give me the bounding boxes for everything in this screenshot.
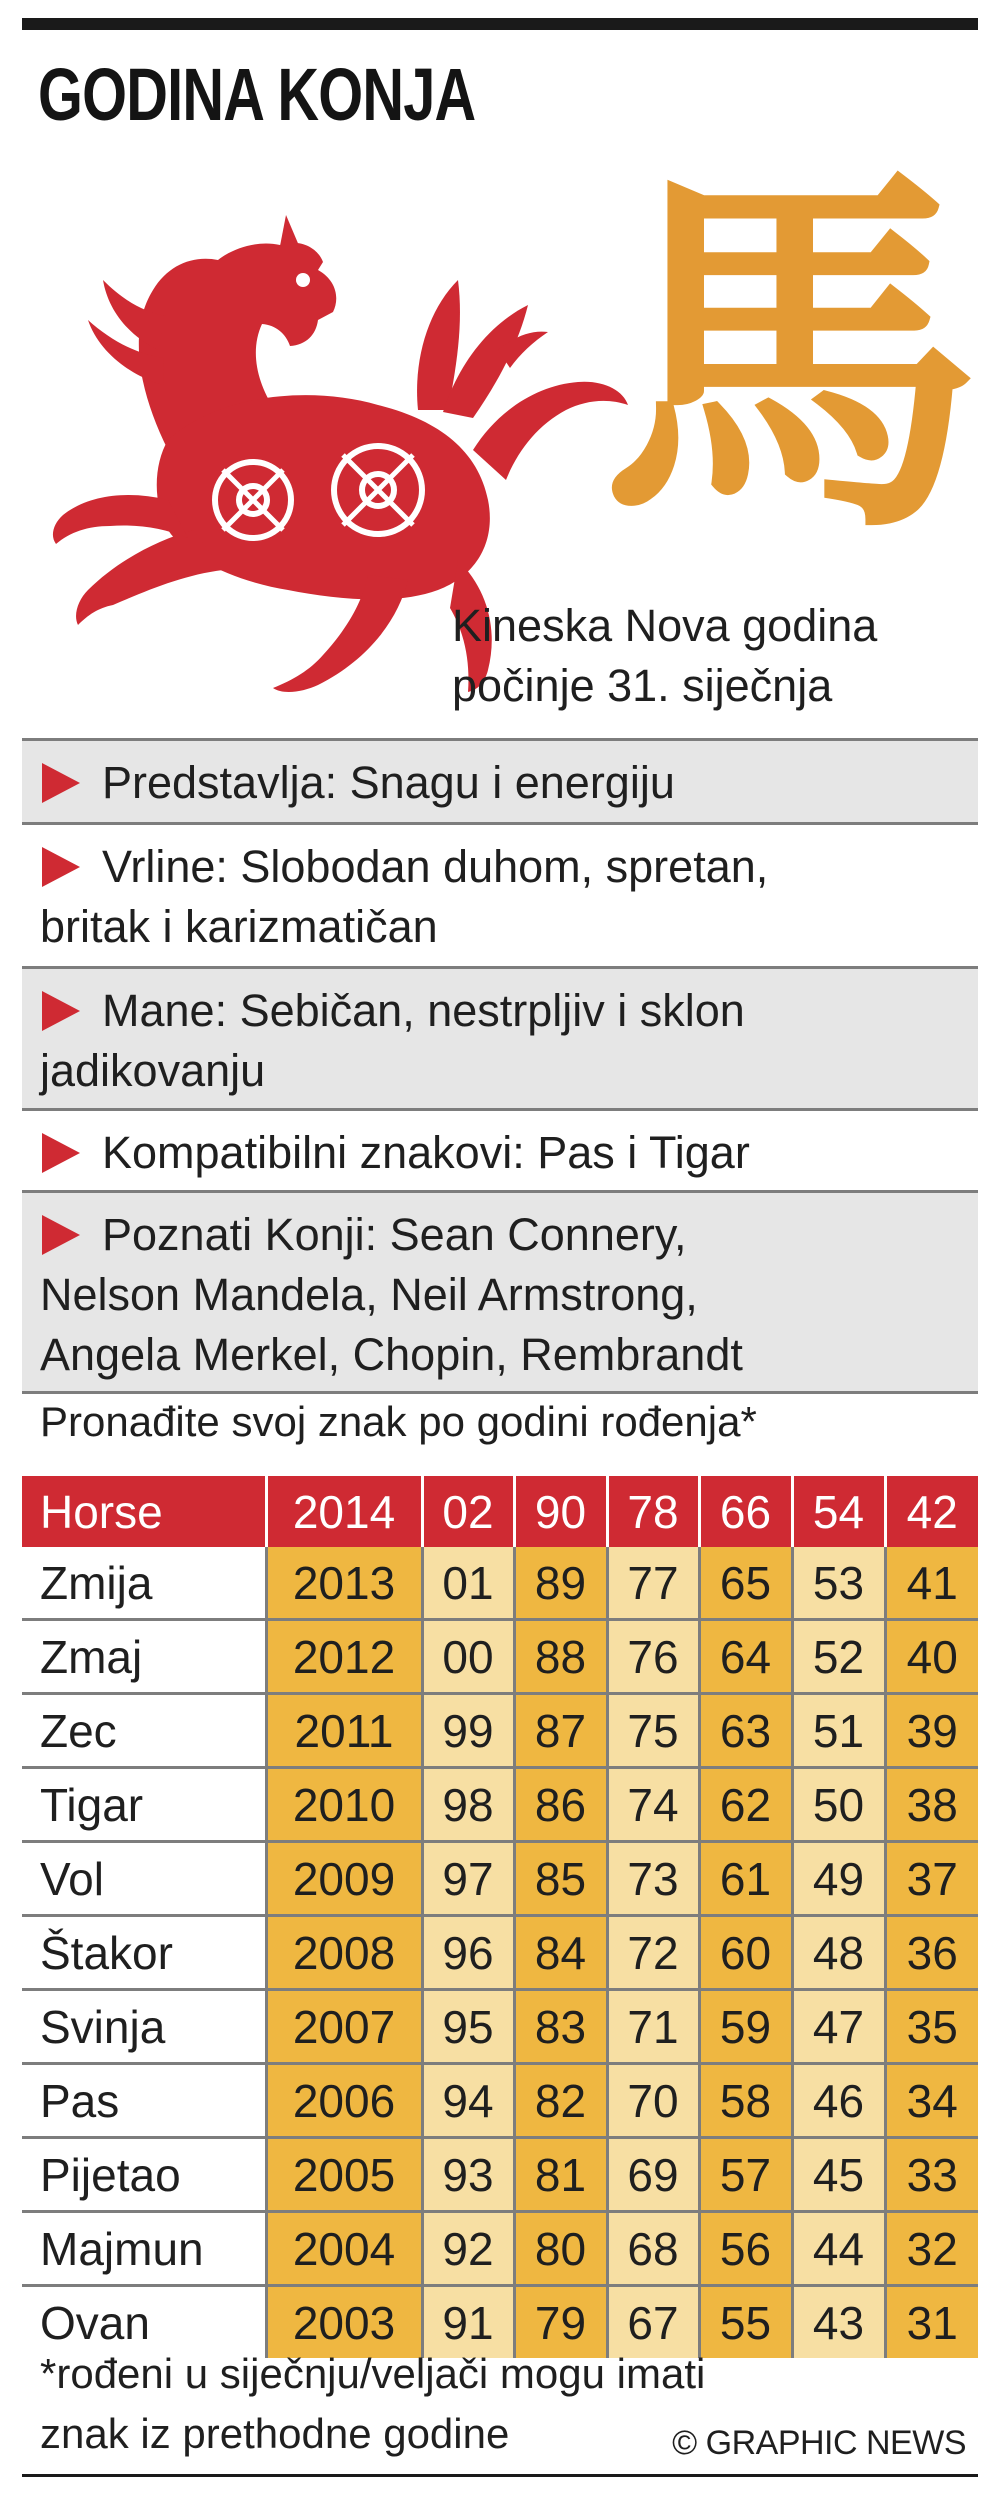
fact-virtues: [22, 822, 978, 966]
year-cell: 93: [422, 2138, 514, 2212]
year-cell: 86: [514, 1768, 607, 1842]
year-cell: 67: [607, 2286, 699, 2359]
year-cell: 46: [792, 2064, 885, 2138]
year-cell: 96: [422, 1916, 514, 1990]
year-cell: 2004: [266, 2212, 422, 2286]
year-cell: 68: [607, 2212, 699, 2286]
year-cell: 33: [885, 2138, 978, 2212]
year-cell: 80: [514, 2212, 607, 2286]
sign-name-cell: Štakor: [22, 1916, 266, 1990]
year-cell: 2009: [266, 1842, 422, 1916]
column-header: Horse: [22, 1476, 266, 1547]
year-cell: 98: [422, 1768, 514, 1842]
year-cell: 97: [422, 1842, 514, 1916]
year-cell: 36: [885, 1916, 978, 1990]
year-cell: 95: [422, 1990, 514, 2064]
top-rule: [22, 18, 978, 30]
year-cell: 88: [514, 1620, 607, 1694]
year-cell: 79: [514, 2286, 607, 2359]
year-cell: 52: [792, 1620, 885, 1694]
triangle-arrow-icon: [40, 1213, 82, 1257]
table-row: [22, 2138, 978, 2212]
year-cell: 34: [885, 2064, 978, 2138]
year-cell: 82: [514, 2064, 607, 2138]
year-cell: 32: [885, 2212, 978, 2286]
year-cell: 59: [699, 1990, 792, 2064]
table-row: [22, 2212, 978, 2286]
sign-name-cell: Zec: [22, 1694, 266, 1768]
triangle-arrow-icon: [40, 1131, 82, 1175]
fact-text: Vrline: Slobodan duhom, spretan, britak i karizmatičan: [40, 841, 769, 952]
table-row: [22, 1547, 978, 1620]
table-row: [22, 1842, 978, 1916]
year-cell: 01: [422, 1547, 514, 1620]
year-cell: 56: [699, 2212, 792, 2286]
page-title: GODINA KONJA: [38, 53, 476, 136]
year-cell: 39: [885, 1694, 978, 1768]
year-cell: 92: [422, 2212, 514, 2286]
table-header-row: [22, 1476, 978, 1547]
column-header: 78: [607, 1476, 699, 1547]
year-cell: 2007: [266, 1990, 422, 2064]
table-row: [22, 1916, 978, 1990]
year-cell: 70: [607, 2064, 699, 2138]
footnote: *rođeni u siječnju/veljači mogu imati znak iz prethodne godine: [40, 2350, 706, 2457]
sign-name-cell: Ovan: [22, 2286, 266, 2359]
fact-famous: [22, 1190, 978, 1394]
year-cell: 47: [792, 1990, 885, 2064]
year-cell: 2011: [266, 1694, 422, 1768]
fact-represents: [22, 738, 978, 822]
table-row: [22, 2064, 978, 2138]
sign-name-cell: Tigar: [22, 1768, 266, 1842]
year-cell: 91: [422, 2286, 514, 2359]
year-cell: 2005: [266, 2138, 422, 2212]
sign-name-cell: Svinja: [22, 1990, 266, 2064]
column-header: 66: [699, 1476, 792, 1547]
year-cell: 40: [885, 1620, 978, 1694]
year-cell: 58: [699, 2064, 792, 2138]
subtitle: Kineska Nova godina počinje 31. siječnja: [452, 600, 878, 711]
year-cell: 2008: [266, 1916, 422, 1990]
year-cell: 83: [514, 1990, 607, 2064]
year-cell: 2003: [266, 2286, 422, 2359]
fact-text: Mane: Sebičan, nestrpljiv i sklon jadikovanju: [40, 985, 745, 1096]
year-cell: 87: [514, 1694, 607, 1768]
table-row: [22, 1694, 978, 1768]
year-cell: 55: [699, 2286, 792, 2359]
bottom-rule: [22, 2474, 978, 2477]
fact-text: Kompatibilni znakovi: Pas i Tigar: [102, 1127, 750, 1178]
year-cell: 57: [699, 2138, 792, 2212]
year-cell: 76: [607, 1620, 699, 1694]
year-cell: 00: [422, 1620, 514, 1694]
sign-name-cell: Pijetao: [22, 2138, 266, 2212]
year-cell: 73: [607, 1842, 699, 1916]
year-cell: 51: [792, 1694, 885, 1768]
year-cell: 69: [607, 2138, 699, 2212]
triangle-arrow-icon: [40, 845, 82, 889]
fact-flaws: [22, 966, 978, 1108]
horse-character-calligraphy: [590, 120, 990, 560]
column-header: 42: [885, 1476, 978, 1547]
year-cell: 64: [699, 1620, 792, 1694]
year-cell: 2013: [266, 1547, 422, 1620]
year-cell: 61: [699, 1842, 792, 1916]
year-cell: 74: [607, 1768, 699, 1842]
year-cell: 45: [792, 2138, 885, 2212]
year-cell: 62: [699, 1768, 792, 1842]
table-caption: Pronađite svoj znak po godini rođenja*: [40, 1398, 757, 1445]
year-cell: 63: [699, 1694, 792, 1768]
year-cell: 49: [792, 1842, 885, 1916]
year-cell: 85: [514, 1842, 607, 1916]
column-header: 54: [792, 1476, 885, 1547]
year-cell: 89: [514, 1547, 607, 1620]
year-cell: 94: [422, 2064, 514, 2138]
year-cell: 72: [607, 1916, 699, 1990]
table-row: [22, 1990, 978, 2064]
year-cell: 65: [699, 1547, 792, 1620]
year-cell: 48: [792, 1916, 885, 1990]
svg-text:馬: 馬: [600, 133, 980, 560]
sign-name-cell: Majmun: [22, 2212, 266, 2286]
year-cell: 43: [792, 2286, 885, 2359]
table-body: [22, 1547, 978, 2358]
column-header: 02: [422, 1476, 514, 1547]
fact-text: Predstavlja: Snagu i energiju: [102, 757, 675, 808]
sign-name-cell: Vol: [22, 1842, 266, 1916]
year-cell: 37: [885, 1842, 978, 1916]
fact-compatible: [22, 1108, 978, 1190]
year-cell: 84: [514, 1916, 607, 1990]
column-header: 90: [514, 1476, 607, 1547]
year-cell: 38: [885, 1768, 978, 1842]
year-cell: 2006: [266, 2064, 422, 2138]
year-cell: 75: [607, 1694, 699, 1768]
sign-name-cell: Zmija: [22, 1547, 266, 1620]
year-cell: 77: [607, 1547, 699, 1620]
year-cell: 2012: [266, 1620, 422, 1694]
credit: © GRAPHIC NEWS: [672, 2424, 966, 2462]
year-cell: 35: [885, 1990, 978, 2064]
sign-name-cell: Pas: [22, 2064, 266, 2138]
year-cell: 31: [885, 2286, 978, 2359]
year-cell: 50: [792, 1768, 885, 1842]
year-cell: 53: [792, 1547, 885, 1620]
column-header: 2014: [266, 1476, 422, 1547]
fact-text: Poznati Konji: Sean Connery, Nelson Mandela, Neil Armstrong, Angela Merkel, Chopin, Rembrandt: [40, 1209, 743, 1380]
triangle-arrow-icon: [40, 989, 82, 1033]
triangle-arrow-icon: [40, 761, 82, 805]
year-cell: 99: [422, 1694, 514, 1768]
year-cell: 60: [699, 1916, 792, 1990]
table-row: [22, 1768, 978, 1842]
birth-year-table: [22, 1476, 978, 2358]
sign-name-cell: Zmaj: [22, 1620, 266, 1694]
year-cell: 2010: [266, 1768, 422, 1842]
year-cell: 41: [885, 1547, 978, 1620]
year-cell: 44: [792, 2212, 885, 2286]
table-row: [22, 1620, 978, 1694]
year-cell: 81: [514, 2138, 607, 2212]
year-cell: 71: [607, 1990, 699, 2064]
